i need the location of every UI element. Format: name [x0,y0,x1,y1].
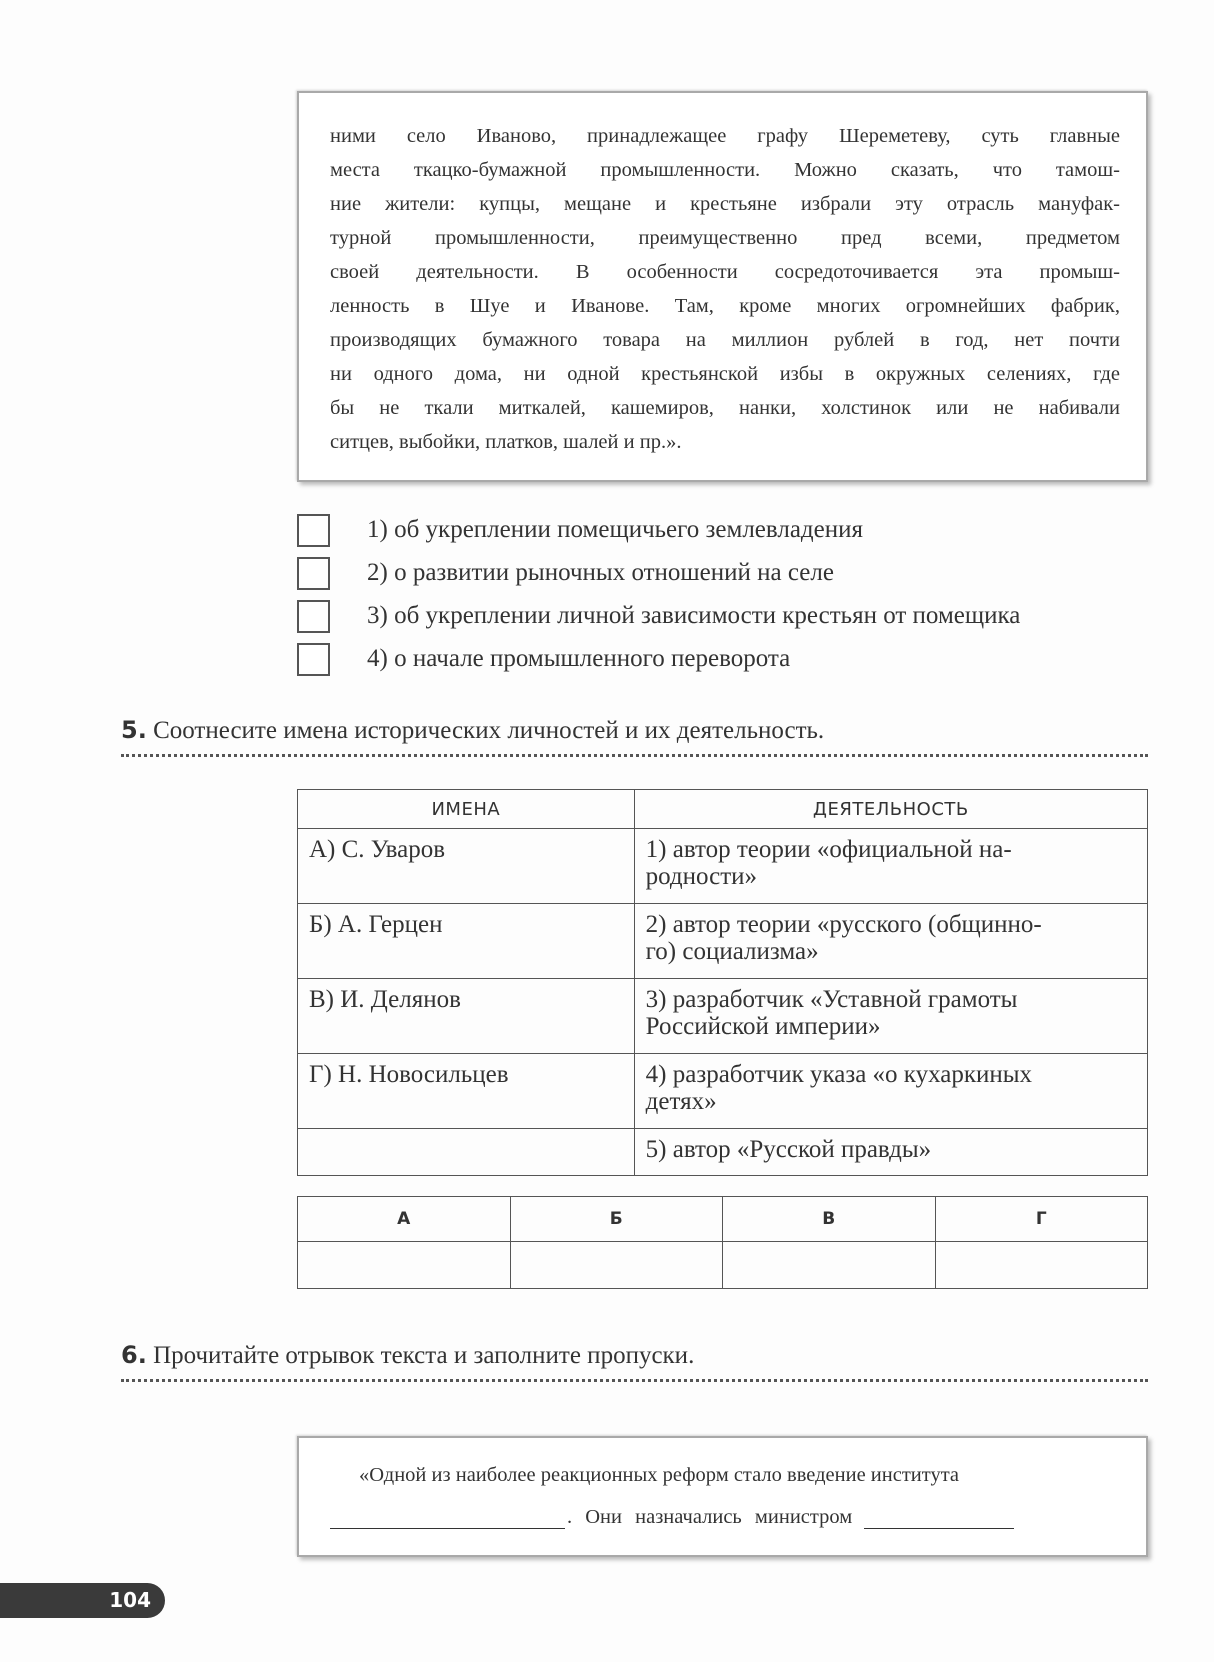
answer-header-a: А [298,1197,511,1242]
section-number: 5. [121,716,147,744]
activity-cell [634,904,1147,979]
option-label: 3) об укреплении личной зависимости крестьян от помещика [367,602,1021,629]
option-label: 1) об укреплении помещичьего землевладения [367,516,864,543]
table-row [298,1054,1148,1129]
column-header-names: ИМЕНА [298,790,635,829]
table-row [298,1129,1148,1176]
answer-table [297,1196,1148,1289]
table-row [298,829,1148,904]
activity-line: го) социализма» [645,938,819,965]
answer-cell-b[interactable] [510,1242,723,1289]
answer-header-g: Г [935,1197,1148,1242]
activity-line: родности» [645,863,758,890]
page-number: 104 [109,1588,151,1612]
dotted-divider [121,1379,1148,1382]
quote-box [297,91,1148,482]
option-4[interactable] [297,641,1157,677]
option-checkbox[interactable] [297,643,330,676]
answer-header-b: Б [510,1197,723,1242]
fill-in-text: . Они назначались министром [567,1506,853,1528]
activity-line: детях» [645,1088,717,1115]
blank-field-2[interactable] [864,1508,1014,1529]
quote-line: ние жители: купцы, мещане и крестьяне избрали эту отрасль мануфак- [330,193,1120,215]
activity-line: Российской империи» [645,1013,881,1040]
section-title: Прочитайте отрывок текста и заполните пропуски. [153,1342,695,1369]
option-checkbox[interactable] [297,514,330,547]
page-number-tab [0,1583,165,1618]
option-checkbox[interactable] [297,600,330,633]
quote-line: места ткацко-бумажной промышленности. Можно сказать, что тамош- [330,159,1120,181]
section-title: Соотнесите имена исторических личностей и их деятельность. [153,717,825,744]
table-row [298,904,1148,979]
fill-in-text-line [330,1506,1120,1529]
name-cell: В) И. Делянов [298,979,635,1054]
answer-header-v: В [723,1197,936,1242]
column-header-activity: ДЕЯТЕЛЬНОСТЬ [634,790,1147,829]
quote-text [330,119,1120,459]
quote-line: ситцев, выбойки, платков, шалей и пр.». [330,431,682,453]
activity-line: 4) разработчик указа «о кухаркиных [645,1061,1033,1088]
option-label: 4) о начале промышленного переворота [367,645,791,672]
name-cell: А) С. Уваров [298,829,635,904]
quote-line: ни одного дома, ни одной крестьянской избы в окружных селениях, где [330,363,1120,385]
answer-cell-v[interactable] [723,1242,936,1289]
option-checkbox[interactable] [297,557,330,590]
name-cell: Г) Н. Новосильцев [298,1054,635,1129]
fill-in-text-line: «Одной из наиболее реакционных реформ стало введение института [359,1464,960,1486]
quote-line: производящих бумажного товара на миллион рублей в год, нет почти [330,329,1120,351]
activity-cell [634,1054,1147,1129]
activity-cell [634,979,1147,1054]
match-table [297,789,1148,1176]
quote-line: бы не ткали миткалей, кашемиров, нанки, холстинок или не набивали [330,397,1120,419]
activity-cell [634,1129,1147,1176]
answer-cell-g[interactable] [935,1242,1148,1289]
quote-line: своей деятельности. В особенности сосредоточивается эта промыш- [330,261,1120,283]
blank-field-1[interactable] [330,1508,565,1529]
quote-line: ленность в Шуе и Иванове. Там, кроме многих огромнейших фабрик, [330,295,1120,317]
answer-cell-a[interactable] [298,1242,511,1289]
activity-line: 3) разработчик «Уставной грамоты [645,986,1018,1013]
activity-line: 1) автор теории «официальной на- [645,836,1012,863]
option-3[interactable] [297,598,1157,634]
activity-cell [634,829,1147,904]
quote-line: турной промышленности, преимущественно пред всеми, предметом [330,227,1120,249]
section-number: 6. [121,1341,147,1369]
table-header-row [298,790,1148,829]
quote-line: ними село Иваново, принадлежащее графу Шереметеву, суть главные [330,125,1120,147]
dotted-divider [121,754,1148,757]
answer-header-row [298,1197,1148,1242]
name-cell [298,1129,635,1176]
section-6-heading [121,1341,1148,1370]
answer-input-row [298,1242,1148,1289]
table-row [298,979,1148,1054]
option-1[interactable] [297,512,1157,548]
section-5-heading [121,716,1148,745]
activity-line: 5) автор «Русской правды» [645,1136,932,1163]
option-2[interactable] [297,555,1157,591]
name-cell: Б) А. Герцен [298,904,635,979]
option-label: 2) о развитии рыночных отношений на селе [367,559,834,586]
activity-line: 2) автор теории «русского (общинно- [645,911,1042,938]
fill-in-box [297,1436,1148,1557]
